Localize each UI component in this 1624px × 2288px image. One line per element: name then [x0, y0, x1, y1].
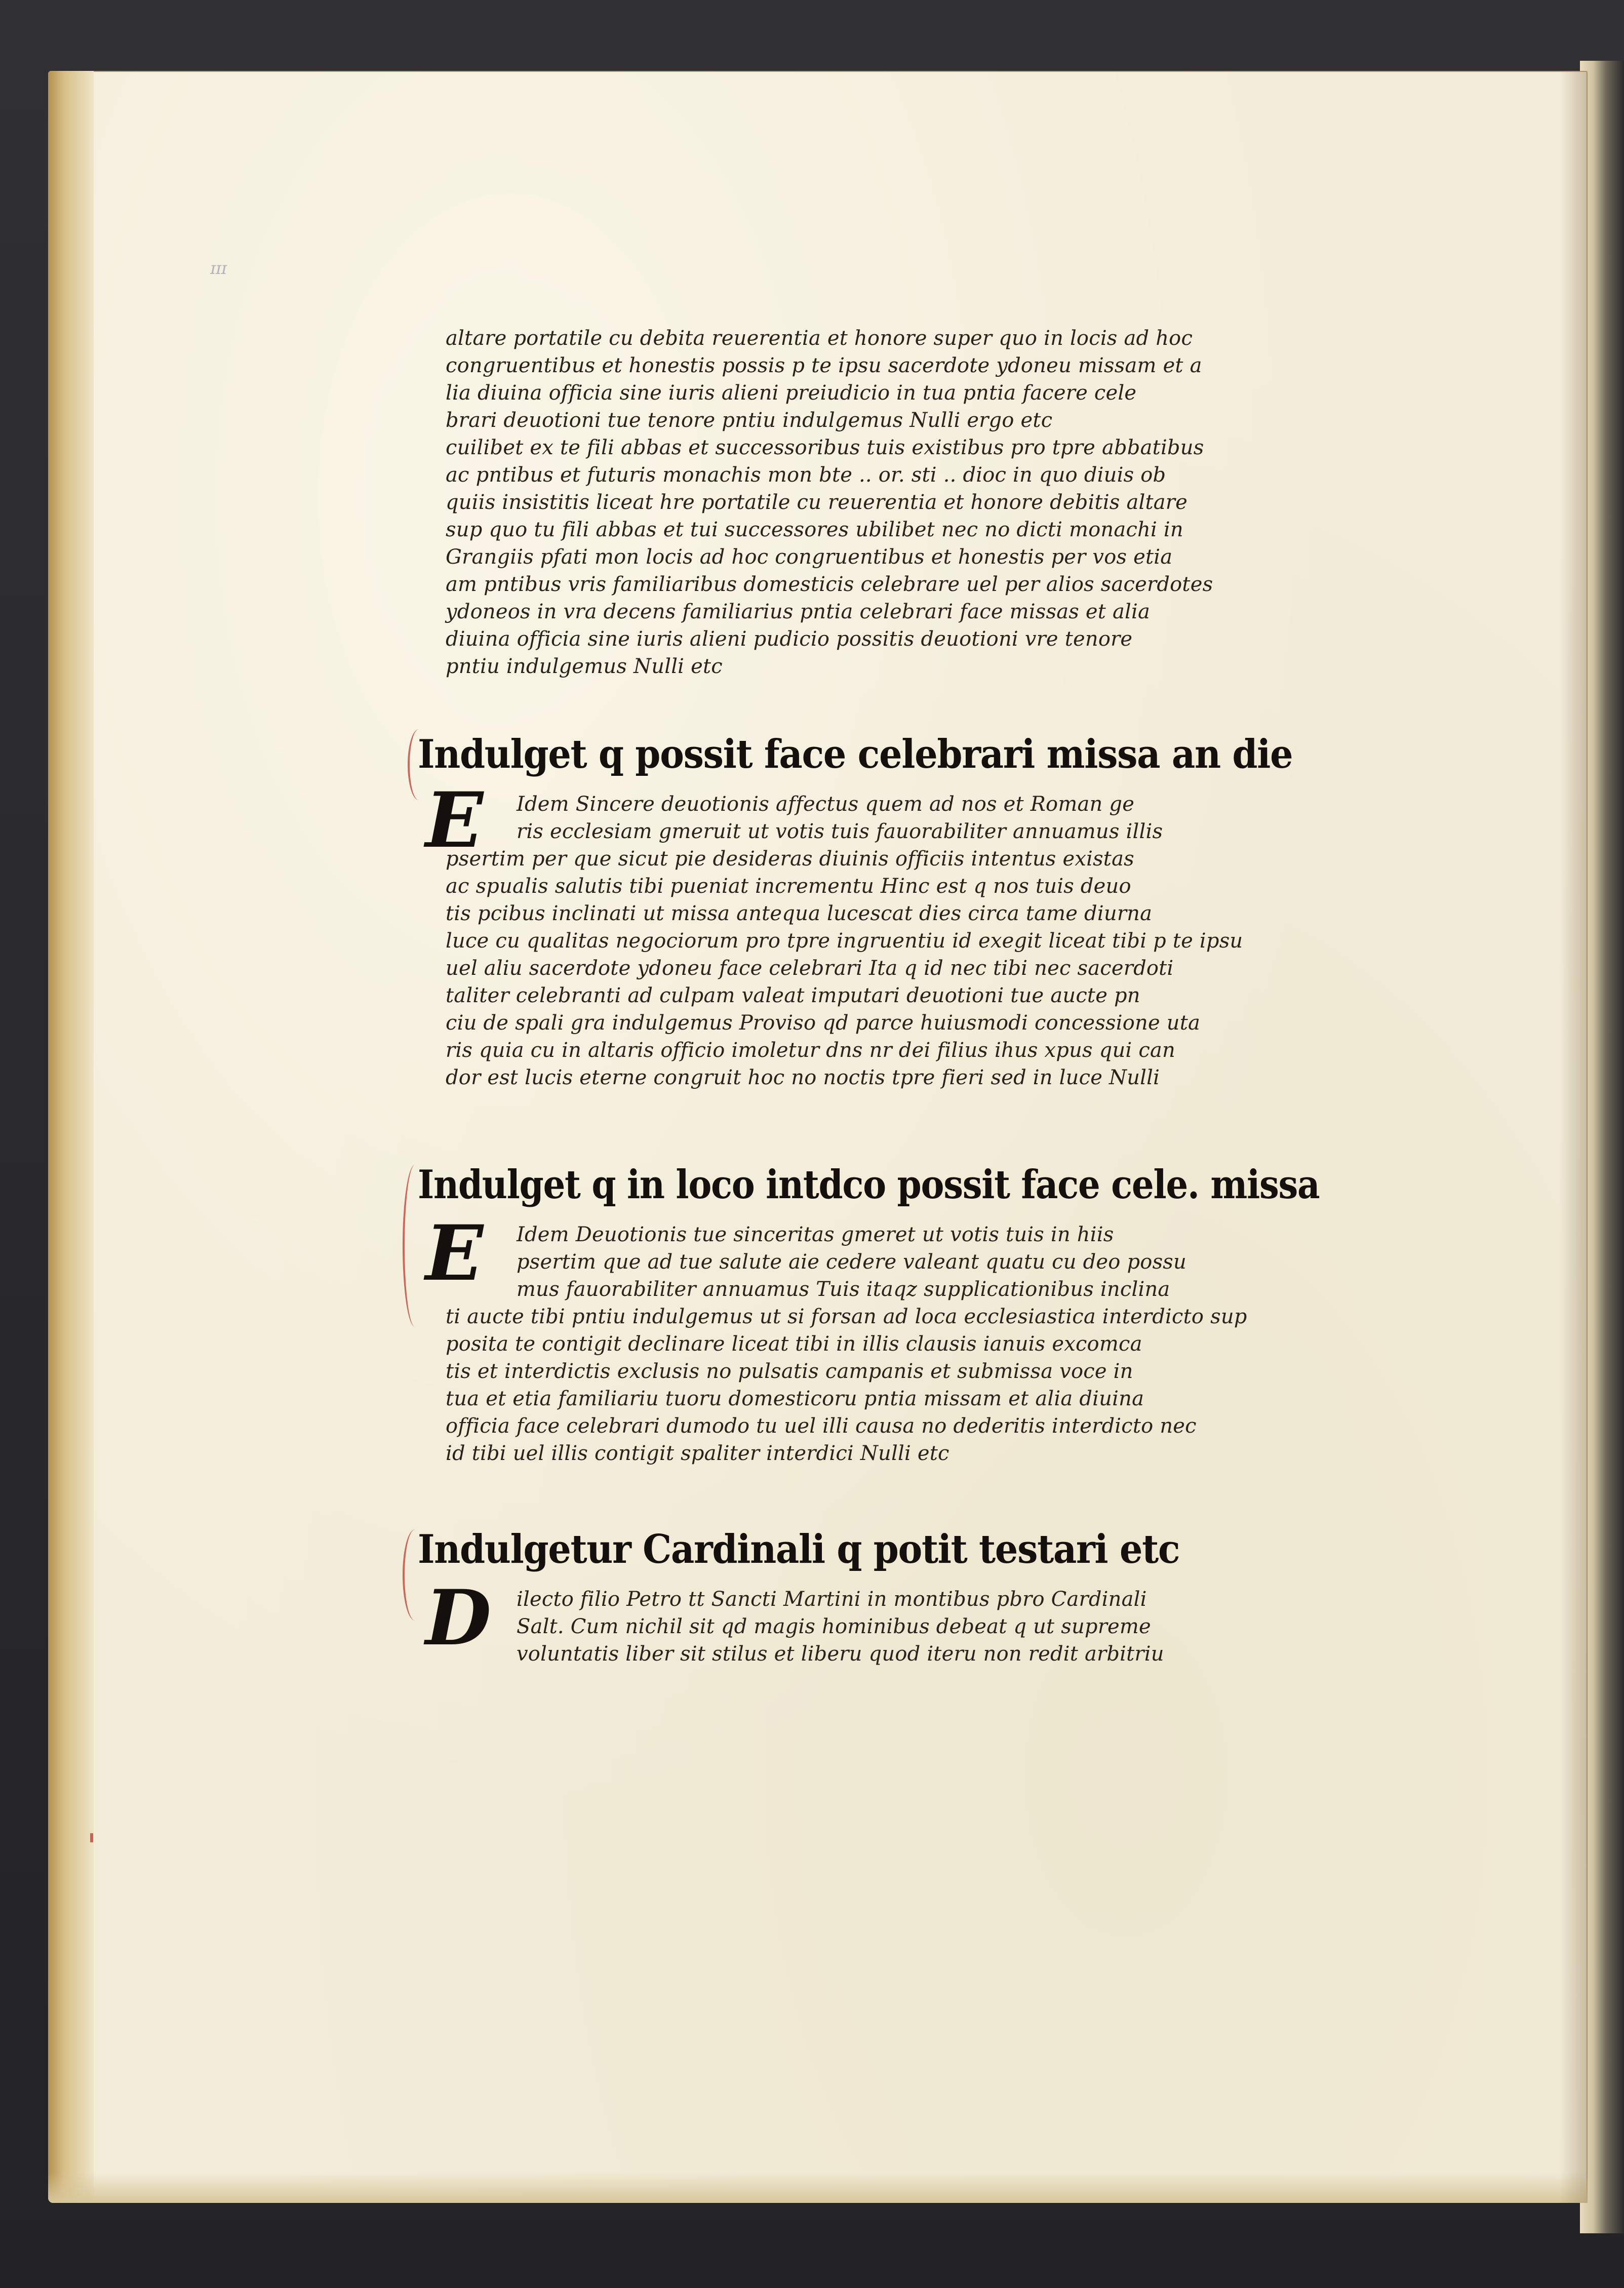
text-line: luce cu qualitas negociorum pro tpre ingruentiu id exegit liceat tibi p te ipsu — [446, 929, 1243, 953]
text-line: Idem Deuotionis tue sinceritas gmeret ut votis tuis in hiis — [517, 1223, 1114, 1246]
text-line: mus fauorabiliter annuamus Tuis itaqz supplicationibus inclina — [517, 1278, 1170, 1301]
text-line: diuina officia sine iuris alieni pudicio possitis deuotioni vre tenore — [446, 627, 1133, 651]
text-line: cuilibet ex te fili abbas et successoribus tuis existibus pro tpre abbatibus — [446, 436, 1204, 459]
folio-mark: ɪɪɪ — [210, 258, 227, 279]
text-line: psertim per que sicut pie desideras diuinis officiis intentus existas — [446, 847, 1134, 871]
text-line: psertim que ad tue salute aie cedere valeant quatu cu deo possu — [517, 1250, 1186, 1274]
text-line: am pntibus vris familiaribus domesticis celebrare uel per alios sacerdotes — [446, 573, 1213, 596]
section-heading: Indulget q possit face celebrari missa an die — [418, 731, 1293, 777]
section-heading: Indulgetur Cardinali q potit testari etc — [418, 1526, 1180, 1572]
text-line: sup quo tu fili abbas et tui successores ubilibet nec no dicti monachi in — [446, 518, 1183, 541]
page-gutter — [48, 71, 94, 2203]
drop-initial: E — [425, 776, 484, 865]
page-bottom-edge — [48, 2173, 1588, 2203]
text-line: taliter celebranti ad culpam valeat imputari deuotioni tue aucte pn — [446, 984, 1140, 1007]
text-line: Grangiis pfati mon locis ad hoc congruentibus et honestis per vos etia — [446, 545, 1173, 569]
manuscript-text-block — [418, 324, 1398, 1742]
text-line: Idem Sincere deuotionis affectus quem ad nos et Roman ge — [517, 793, 1135, 816]
text-line: id tibi uel illis contigit spaliter interdici Nulli etc — [446, 1442, 949, 1465]
text-line: dor est lucis eterne congruit hoc no noctis tpre fieri sed in luce Nulli — [446, 1066, 1160, 1089]
section-heading: Indulget q in loco intdco possit face cele. missa — [418, 1162, 1320, 1208]
text-line: ciu de spali gra indulgemus Proviso qd parce huiusmodi concessione uta — [446, 1011, 1201, 1035]
text-line: ilecto filio Petro tt Sancti Martini in montibus pbro Cardinali — [517, 1588, 1147, 1611]
text-line: pntiu indulgemus Nulli etc — [446, 655, 723, 678]
text-line: tis pcibus inclinati ut missa antequa lucescat dies circa tame diurna — [446, 902, 1153, 925]
text-line: altare portatile cu debita reuerentia et honore super quo in locis ad hoc — [446, 327, 1193, 350]
text-line: lia diuina officia sine iuris alieni preiudicio in tua pntia facere cele — [446, 381, 1137, 405]
text-line: ac pntibus et futuris monachis mon bte .. or. sti .. dioc in quo diuis ob — [446, 463, 1166, 487]
margin-red-mark — [90, 1833, 93, 1842]
text-line: ydoneos in vra decens familiarius pntia celebrari face missas et alia — [446, 600, 1151, 623]
text-line: ris ecclesiam gmeruit ut votis tuis fauorabiliter annuamus illis — [517, 820, 1163, 843]
text-line: ti aucte tibi pntiu indulgemus ut si forsan ad loca ecclesiastica interdicto sup — [446, 1305, 1247, 1328]
text-line: officia face celebrari dumodo tu uel illi causa no dederitis interdicto nec — [446, 1414, 1197, 1438]
page-right-shadow — [1560, 71, 1588, 2203]
text-line: tua et etia familiariu tuoru domesticoru pntia missam et alia diuina — [446, 1387, 1144, 1410]
text-line: voluntatis liber sit stilus et liberu quod iteru non redit arbitriu — [517, 1642, 1164, 1666]
drop-initial: D — [425, 1573, 492, 1663]
text-line: brari deuotioni tue tenore pntiu indulgemus Nulli ergo etc — [446, 409, 1053, 432]
text-line: uel aliu sacerdote ydoneu face celebrari Ita q id nec tibi nec sacerdoti — [446, 957, 1174, 980]
drop-initial: E — [425, 1209, 484, 1298]
text-line: ac spualis salutis tibi pueniat incrementu Hinc est q nos tuis deuo — [446, 875, 1131, 898]
text-line: tis et interdictis exclusis no pulsatis campanis et submissa voce in — [446, 1360, 1133, 1383]
text-line: congruentibus et honestis possis p te ipsu sacerdote ydoneu missam et a — [446, 354, 1202, 377]
text-line: quiis insistitis liceat hre portatile cu reuerentia et honore debitis altare — [446, 491, 1188, 514]
text-line: ris quia cu in altaris officio imoletur dns nr dei filius ihus xpus qui can — [446, 1039, 1175, 1062]
text-line: posita te contigit declinare liceat tibi in illis clausis ianuis excomca — [446, 1332, 1142, 1356]
text-line: Salt. Cum nichil sit qd magis hominibus debeat q ut supreme — [517, 1615, 1151, 1638]
